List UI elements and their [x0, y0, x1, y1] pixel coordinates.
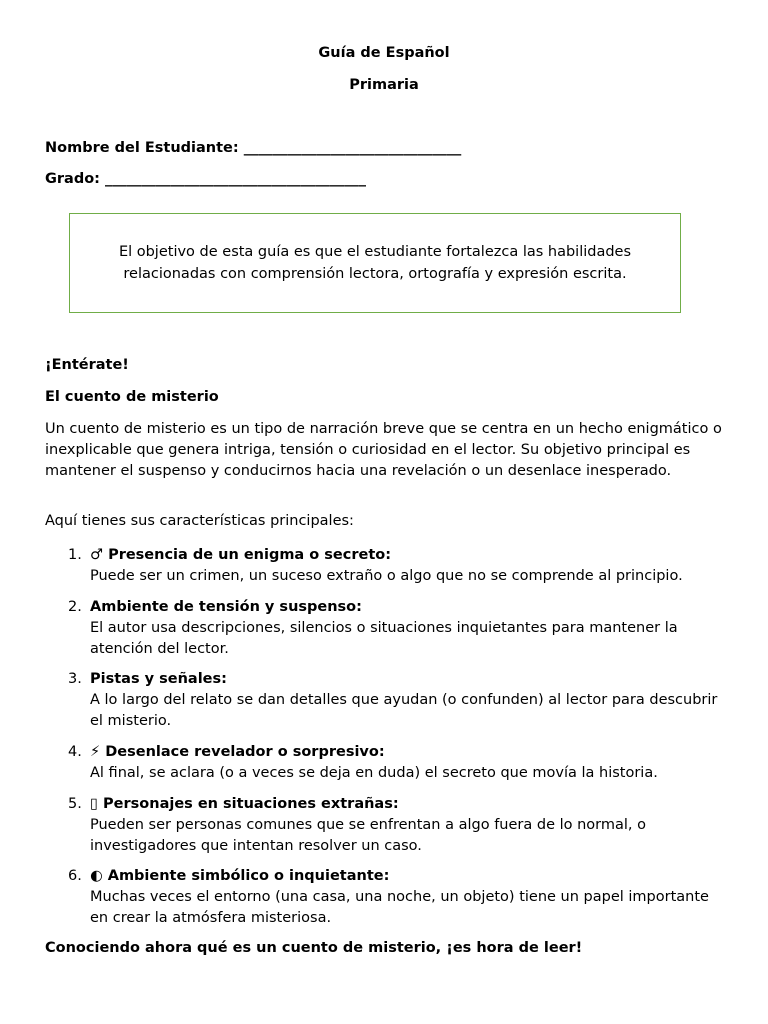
grade-field [45, 171, 366, 187]
list-item [68, 669, 728, 732]
list-item-title: Presencia de un enigma o secreto: [108, 547, 392, 563]
list-item-title: Desenlace revelador o sorpresivo: [105, 744, 385, 760]
list-item [68, 742, 728, 784]
list-number: 4. [68, 744, 82, 760]
list-item-title: Ambiente simbólico o inquietante: [107, 868, 390, 884]
list-item-title: Pistas y señales: [90, 671, 227, 687]
list-number: 6. [68, 868, 82, 884]
list-item-text: A lo largo del relato se dan detalles que ayudan (o confunden) al lector para descubrir el misterio. [90, 692, 718, 729]
closing-statement: Conociendo ahora qué es un cuento de misterio, ¡es hora de leer! [45, 940, 583, 956]
objective-text: El objetivo de esta guía es que el estudiante fortalezca las habilidades relacionadas con comprensión lectora, ortografía y expresión escrita. [118, 244, 632, 282]
student-name-label: Nombre del Estudiante: [45, 140, 239, 156]
lightning-icon: ⚡ [90, 744, 101, 760]
section-heading: El cuento de misterio [45, 389, 219, 405]
document-subtitle: Primaria [349, 77, 419, 93]
characteristics-lead: Aquí tienes sus características principales: [45, 513, 354, 529]
missing-glyph-icon: ▯ [90, 796, 98, 812]
list-item-text: Puede ser un crimen, un suceso extraño o algo que no se comprende al principio. [90, 568, 683, 584]
list-item [68, 866, 728, 929]
list-item [68, 597, 728, 660]
list-number: 5. [68, 796, 82, 812]
male-sign-icon: ♂ [90, 547, 103, 563]
list-item-text: Muchas veces el entorno (una casa, una noche, un objeto) tiene un papel importante en crear la atmósfera misteriosa. [90, 889, 709, 926]
student-name-field [45, 140, 461, 156]
objective-box [69, 213, 681, 313]
grade-blank: ____________________________________ [105, 171, 367, 187]
list-number: 3. [68, 671, 82, 687]
list-item-text: El autor usa descripciones, silencios o situaciones inquietantes para mantener la atención del lector. [90, 620, 678, 657]
document-title: Guía de Español [318, 45, 450, 61]
list-item-title: Ambiente de tensión y suspenso: [90, 599, 362, 615]
student-name-blank: ______________________________ [243, 140, 462, 156]
list-number: 1. [68, 547, 82, 563]
list-item [68, 545, 728, 587]
list-number: 2. [68, 599, 82, 615]
list-item-text: Pueden ser personas comunes que se enfrentan a algo fuera de lo normal, o investigadores que intentan resolver un caso. [90, 817, 647, 854]
half-circle-icon: ◐ [90, 868, 103, 884]
list-item-text: Al final, se aclara (o a veces se deja en duda) el secreto que movía la historia. [90, 765, 658, 781]
list-item-title: Personajes en situaciones extrañas: [103, 796, 399, 812]
grade-label: Grado: [45, 171, 100, 187]
section-kicker: ¡Entérate! [45, 357, 129, 373]
list-item [68, 794, 728, 857]
intro-paragraph: Un cuento de misterio es un tipo de narración breve que se centra en un hecho enigmático o inexplicable que genera intriga, tensión o curiosidad en el lector. Su objetivo principal es mantener el suspenso y conducirnos hacia una revelación o un desenlace inesperado. [45, 421, 722, 479]
